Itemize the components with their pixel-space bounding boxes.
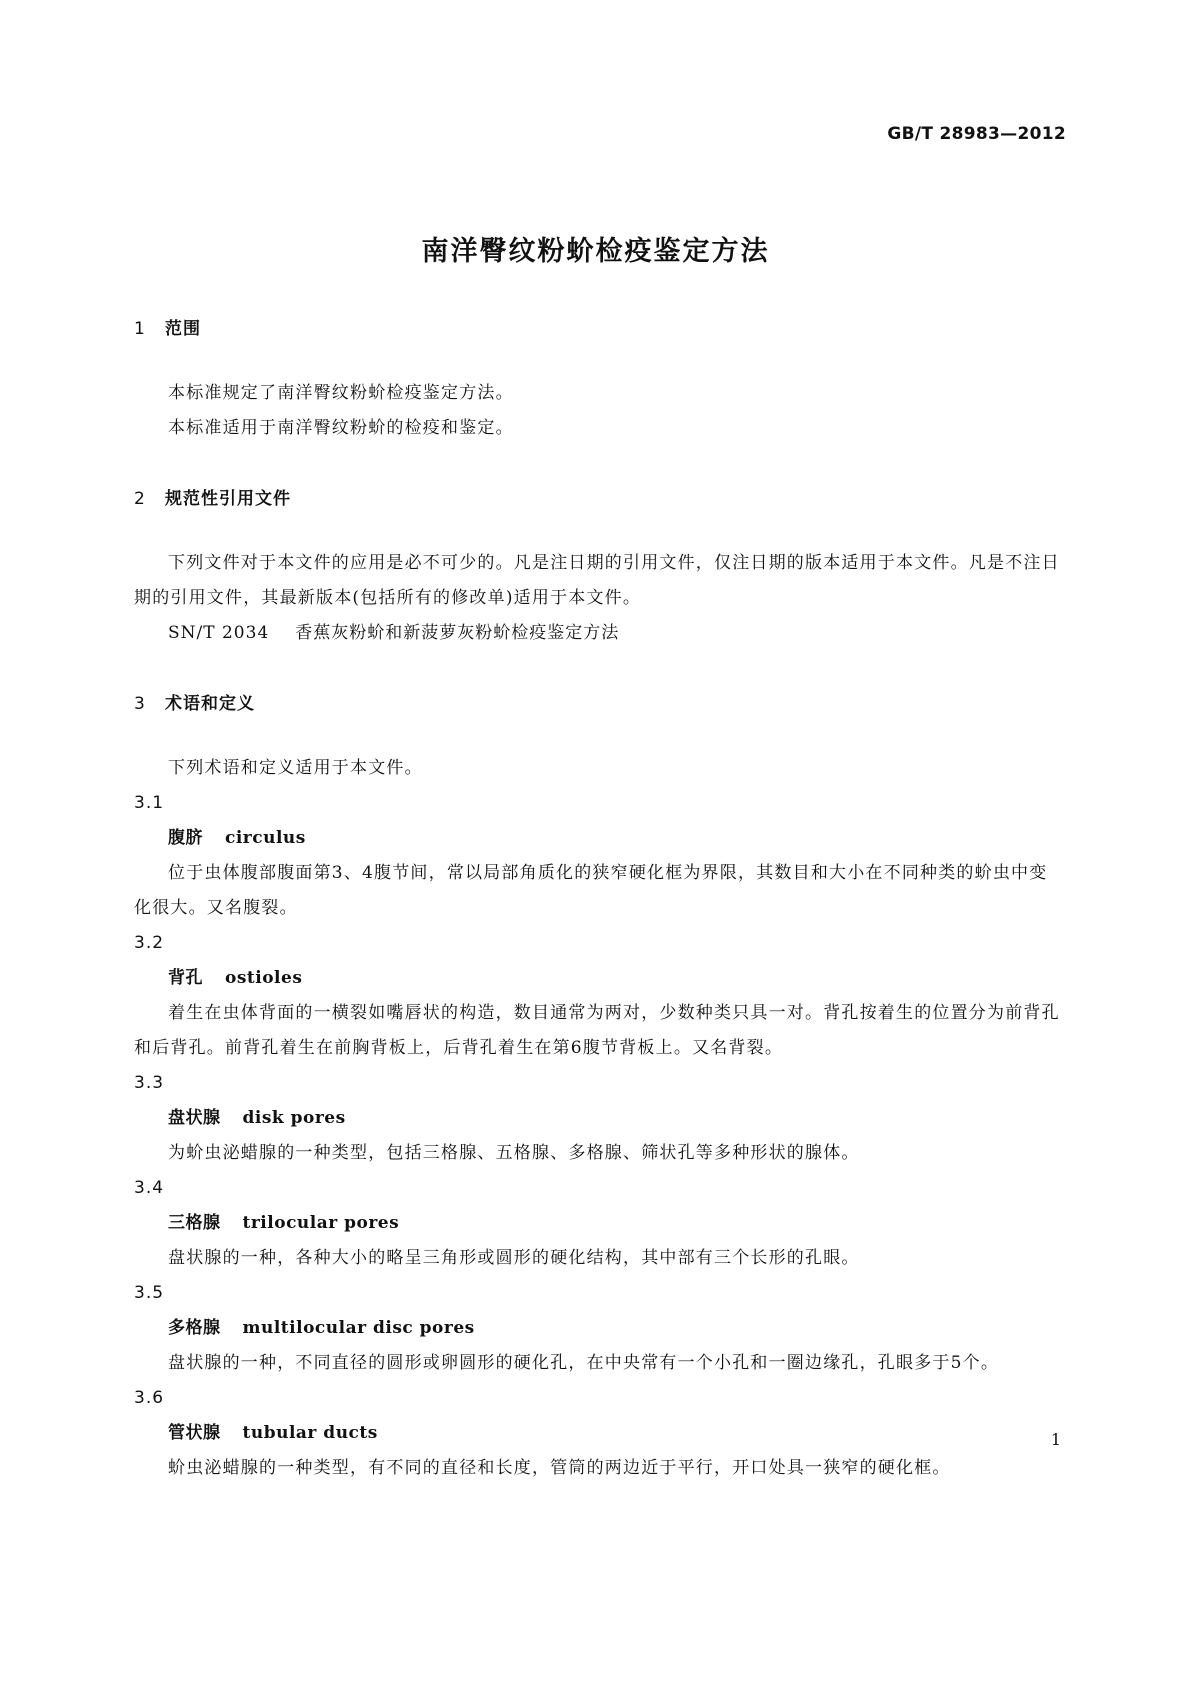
term-zh: 三格腺 (168, 1213, 221, 1233)
term-zh: 背孔 (168, 968, 203, 988)
section-heading-scope (134, 312, 1062, 346)
term-en: tubular ducts (242, 1423, 378, 1443)
paragraph: 下列文件对于本文件的应用是必不可少的。凡是注日期的引用文件，仅注日期的版本适用于本文件。凡是不注日期的引用文件，其最新版本(包括所有的修改单)适用于本文件。 (134, 553, 1060, 608)
term-entry (134, 926, 1062, 1066)
paragraph: 本标准规定了南洋臀纹粉蚧检疫鉴定方法。 (168, 383, 514, 403)
term-name (134, 1311, 1062, 1346)
term-en: multilocular disc pores (242, 1318, 475, 1338)
term-zh: 盘状腺 (168, 1108, 221, 1128)
section-title: 范围 (165, 319, 201, 339)
clause-number: 3.5 (134, 1283, 165, 1303)
term-zh: 管状腺 (168, 1423, 221, 1443)
term-name (134, 1101, 1062, 1136)
section-heading-terms (134, 687, 1062, 721)
term-definition: 为蚧虫泌蜡腺的一种类型，包括三格腺、五格腺、多格腺、筛状孔等多种形状的腺体。 (168, 1143, 860, 1163)
reference-entry (134, 616, 1062, 651)
term-name (134, 1206, 1062, 1241)
term-en: ostioles (225, 968, 303, 988)
term-entry (134, 1381, 1062, 1486)
term-name (134, 961, 1062, 996)
term-en: disk pores (242, 1108, 346, 1128)
term-en: trilocular pores (242, 1213, 400, 1233)
document-body (134, 312, 1062, 1486)
page-number: 1 (1050, 1430, 1061, 1449)
section-number: 3 (134, 694, 146, 714)
clause-number: 3.4 (134, 1178, 165, 1198)
term-entry (134, 1171, 1062, 1276)
document-title: 南洋臀纹粉蚧检疫鉴定方法 (421, 236, 770, 267)
term-zh: 腹脐 (168, 828, 203, 848)
clause-number: 3.3 (134, 1073, 165, 1093)
term-entry (134, 1066, 1062, 1171)
reference-title: 香蕉灰粉蚧和新菠萝灰粉蚧检疫鉴定方法 (295, 623, 620, 643)
clause-number: 3.1 (134, 793, 165, 813)
term-name (134, 1416, 1062, 1451)
term-definition: 着生在虫体背面的一横裂如嘴唇状的构造，数目通常为两对，少数种类只具一对。背孔按着生的位置分为前背孔和后背孔。前背孔着生在前胸背板上，后背孔着生在第6腹节背板上。又名背裂。 (134, 1003, 1060, 1058)
paragraph: 下列术语和定义适用于本文件。 (168, 758, 423, 778)
term-zh: 多格腺 (168, 1318, 221, 1338)
term-en: circulus (225, 828, 306, 848)
term-entry (134, 786, 1062, 926)
term-definition: 盘状腺的一种，不同直径的圆形或卵圆形的硬化孔，在中央常有一个小孔和一圈边缘孔，孔眼多于5个。 (168, 1353, 1000, 1373)
section-title: 规范性引用文件 (165, 489, 291, 509)
term-definition: 盘状腺的一种，各种大小的略呈三角形或圆形的硬化结构，其中部有三个长形的孔眼。 (168, 1248, 860, 1268)
section-title: 术语和定义 (165, 694, 255, 714)
section-heading-references (134, 482, 1062, 516)
reference-id: SN/T 2034 (168, 623, 270, 643)
term-entry (134, 1276, 1062, 1381)
paragraph: 本标准适用于南洋臀纹粉蚧的检疫和鉴定。 (168, 418, 514, 438)
term-definition: 位于虫体腹部腹面第3、4腹节间，常以局部角质化的狭窄硬化框为界限，其数目和大小在不同种类的蚧虫中变化很大。又名腹裂。 (134, 863, 1048, 918)
section-number: 1 (134, 319, 146, 339)
clause-number: 3.6 (134, 1388, 165, 1408)
term-definition: 蚧虫泌蜡腺的一种类型，有不同的直径和长度，管筒的两边近于平行，开口处具一狭窄的硬化框。 (168, 1458, 951, 1478)
section-number: 2 (134, 489, 146, 509)
term-name (134, 821, 1062, 856)
standard-code: GB/T 28983—2012 (887, 124, 1066, 144)
clause-number: 3.2 (134, 933, 165, 953)
